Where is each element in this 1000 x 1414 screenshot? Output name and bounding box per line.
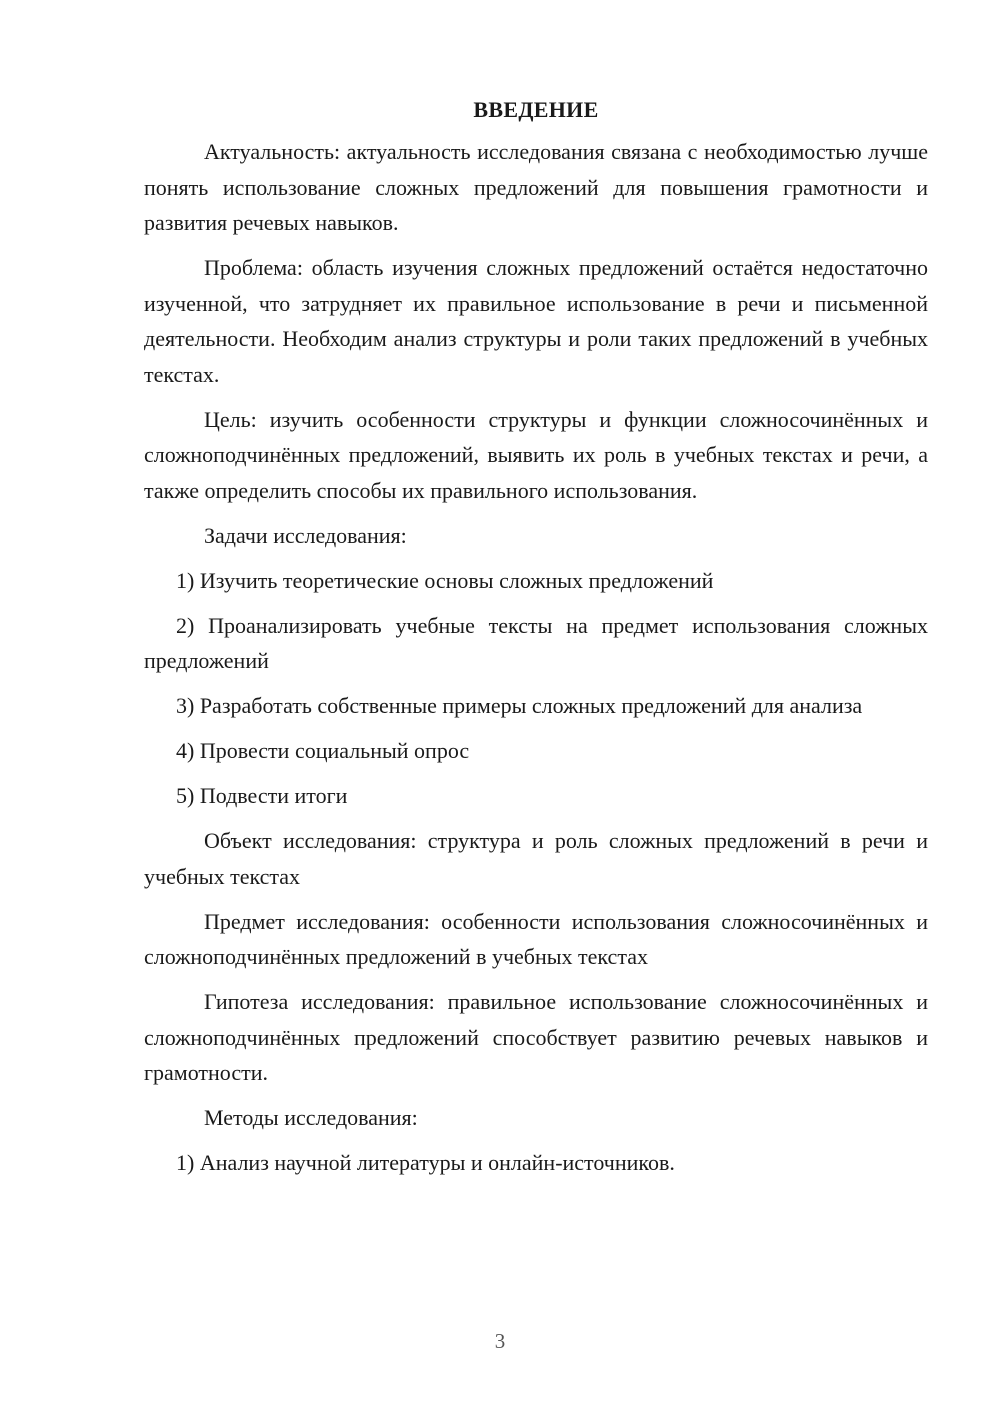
hypothesis-paragraph: Гипотеза исследования: правильное использование сложносочинённых и сложноподчинённых предложений способствует развитию речевых навыков и грамотности. xyxy=(144,989,928,1085)
task-item: 3) Разработать собственные примеры сложных предложений для анализа xyxy=(176,693,863,718)
methods-title: Методы исследования: xyxy=(204,1105,418,1130)
goal-paragraph: Цель: изучить особенности структуры и функции сложносочинённых и сложноподчинённых предложений, выявить их роль в учебных текстах и речи, а также определить способы их правильного использования. xyxy=(144,406,928,503)
task-item: 5) Подвести итоги xyxy=(176,783,348,808)
section-heading: ВВЕДЕНИЕ xyxy=(473,97,599,122)
tasks-title: Задачи исследования: xyxy=(204,522,407,548)
object-paragraph: Объект исследования: структура и роль сложных предложений в речи и учебных текстах xyxy=(144,828,928,889)
page-number: 3 xyxy=(494,1329,506,1353)
method-item: 1) Анализ научной литературы и онлайн-источников. xyxy=(176,1150,675,1175)
task-item: 4) Провести социальный опрос xyxy=(176,738,470,763)
problem-paragraph: Проблема: область изучения сложных предложений остаётся недостаточно изученной, что затрудняет их правильное использование в речи и письменной деятельности. Необходим анализ структуры и роли таких предложений в учебных текстах. xyxy=(144,255,928,387)
task-item: 1) Изучить теоретические основы сложных предложений xyxy=(176,567,714,593)
relevance-paragraph: Актуальность: актуальность исследования связана с необходимостью лучше понять использование сложных предложений для повышения грамотности и развития речевых навыков. xyxy=(144,139,928,235)
document-page xyxy=(144,92,928,1190)
subject-paragraph: Предмет исследования: особенности использования сложносочинённых и сложноподчинённых предложений в учебных текстах xyxy=(144,908,928,969)
task-item: 2) Проанализировать учебные тексты на предмет использования сложных предложений xyxy=(144,612,928,673)
